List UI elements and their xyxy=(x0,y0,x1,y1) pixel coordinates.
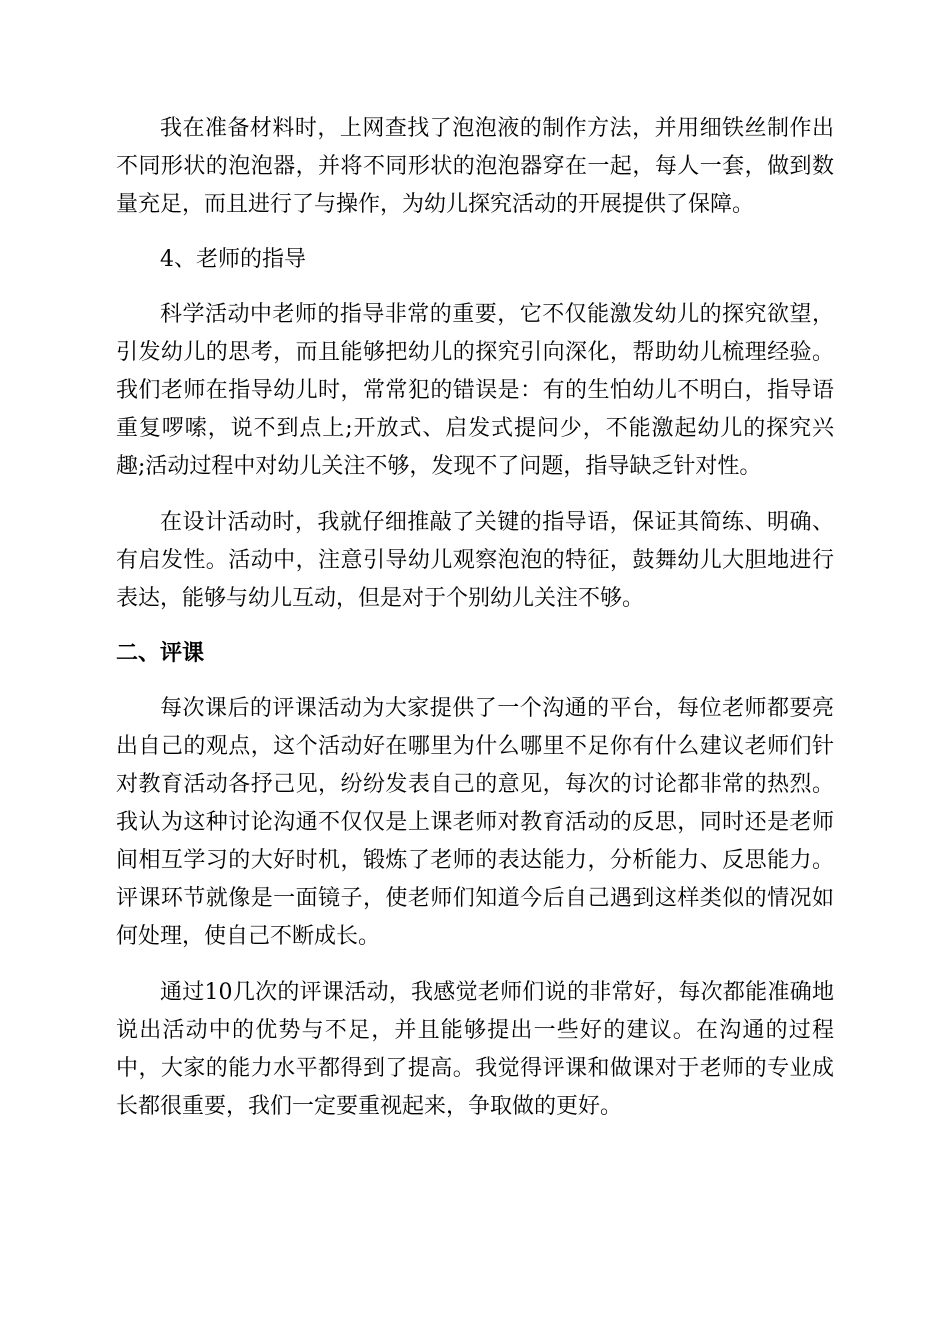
subheading-teacher-guidance: 4、老师的指导 xyxy=(160,247,306,272)
paragraph-materials: 我在准备材料时，上网查找了泡泡液的制作方法，并用细铁丝制作出不同形状的泡泡器，并将不同形状的泡泡器穿在一起，每人一套，做到数量充足，而且进行了与操作，为幼儿探究活动的开展提供了保障。 xyxy=(116,116,834,217)
paragraph-conclusion: 通过10几次的评课活动，我感觉老师们说的非常好，每次都能准确地说出活动中的优势与不足，并且能够提出一些好的建议。在沟通的过程中，大家的能力水平都得到了提高。我觉得评课和做课对于老师的专业成长都很重要，我们一定要重视起来，争取做的更好。 xyxy=(116,980,834,1119)
paragraph-design: 在设计活动时，我就仔细推敲了关键的指导语，保证其简练、明确、有启发性。活动中，注意引导幼儿观察泡泡的特征，鼓舞幼儿大胆地进行表达，能够与幼儿互动，但是对于个别幼儿关注不够。 xyxy=(116,510,834,611)
paragraph-evaluation: 每次课后的评课活动为大家提供了一个沟通的平台，每位老师都要亮出自己的观点，这个活动好在哪里为什么哪里不足你有什么建议老师们针对教育活动各抒己见，纷纷发表自己的意见，每次的讨论都非常的热烈。我认为这种讨论沟通不仅仅是上课老师对教育活动的反思，同时还是老师间相互学习的大好时机，锻炼了老师的表达能力，分析能力、反思能力。评课环节就像是一面镜子，使老师们知道今后自己遇到这样类似的情况如何处理，使自己不断成长。 xyxy=(116,696,834,949)
document-page xyxy=(116,110,834,1126)
paragraph-guidance: 科学活动中老师的指导非常的重要，它不仅能激发幼儿的探究欲望，引发幼儿的思考，而且能够把幼儿的探究引向深化，帮助幼儿梳理经验。我们老师在指导幼儿时，常常犯的错误是：有的生怕幼儿不明白，指导语重复啰嗦，说不到点上;开放式、启发式提问少，不能激起幼儿的探究兴趣;活动过程中对幼儿关注不够，发现不了问题，指导缺乏针对性。 xyxy=(116,302,834,479)
section-heading-evaluation: 二、评课 xyxy=(116,641,205,666)
